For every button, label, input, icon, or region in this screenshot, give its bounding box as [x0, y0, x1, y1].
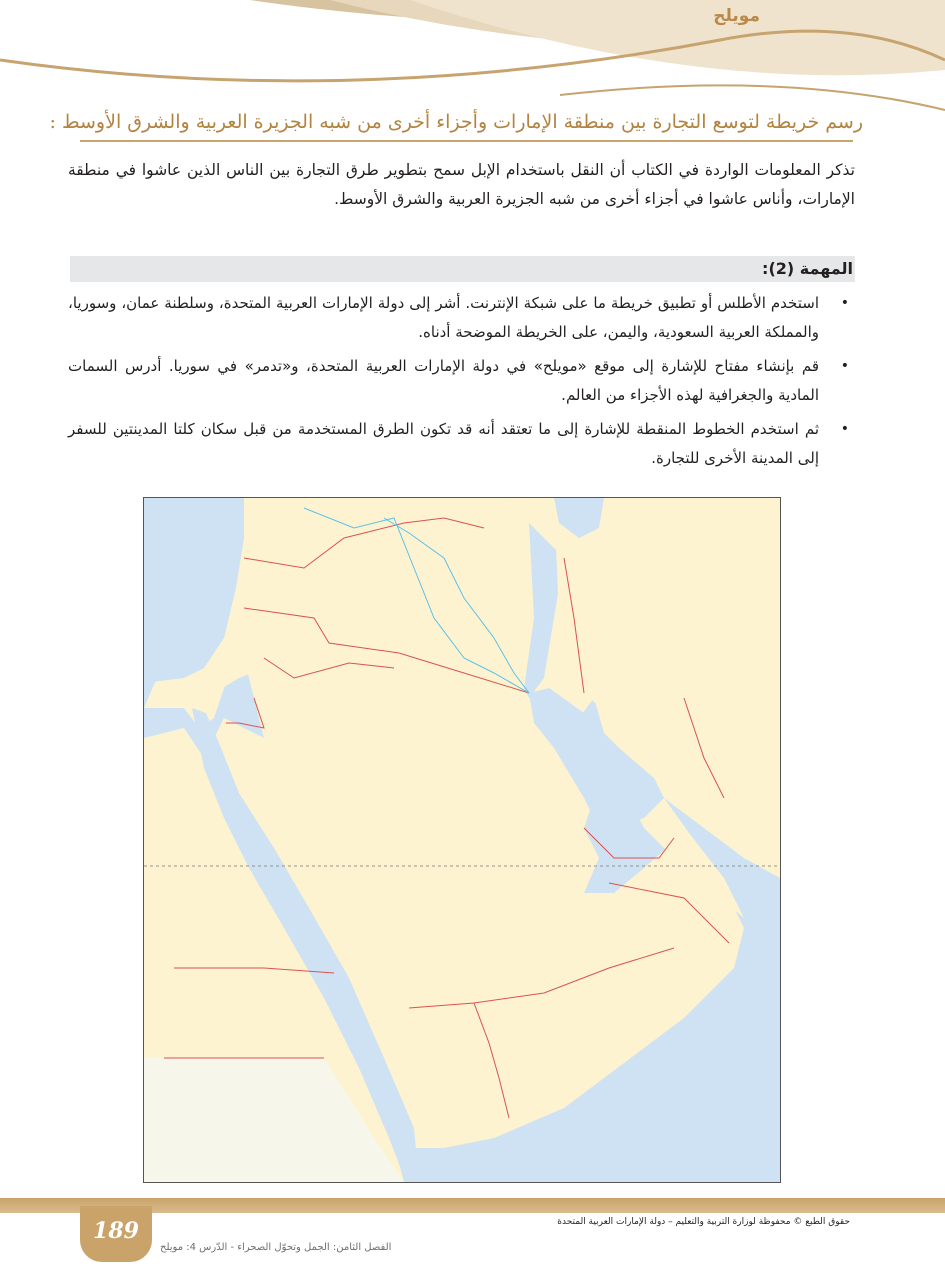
page-number: 189 — [93, 1218, 139, 1244]
copyright-notice: حقوق الطبع © محفوظة لوزارة التربية والتعليم – دولة الإمارات العربية المتحدة — [557, 1217, 850, 1227]
task-item-text: ثم استخدم الخطوط المنقطة للإشارة إلى ما تعتقد أنه قد تكون الطرق المستخدمة من قبل سكان كلتا المدينتين للسفر إلى المدينة الأخرى للتجارة. — [68, 420, 819, 467]
task-item — [68, 352, 855, 410]
map-canvas — [144, 498, 780, 1182]
intro-paragraph: تذكر المعلومات الواردة في الكتاب أن النقل باستخدام الإبل سمح بتطوير طرق التجارة بين الناس الذين عاشوا في منطقة الإمارات، وأناس عاشوا في أجزاء أخرى من شبه الجزيرة العربية والشرق الأوسط. — [68, 161, 855, 208]
title-divider — [80, 140, 853, 142]
lesson-header-label: مويلح — [713, 6, 760, 26]
task-item-text: قم بإنشاء مفتاح للإشارة إلى موقع «مويلح» في دولة الإمارات العربية المتحدة، و«تدمر» في سوريا. أدرس السمات المادية والجغرافية لهذه الأجزاء من العالم. — [68, 357, 819, 404]
task-heading: المهمة (2): — [762, 259, 853, 278]
task-list — [68, 289, 855, 478]
task-heading-bar — [70, 256, 855, 282]
activity-title: رسم خريطة لتوسع التجارة بين منطقة الإمارات وأجزاء أخرى من شبه الجزيرة العربية والشرق الأوسط : — [49, 111, 863, 133]
bullet-icon: • — [840, 295, 849, 311]
blank-outline-map — [143, 497, 781, 1183]
bullet-icon: • — [840, 421, 849, 437]
task-item-text: استخدم الأطلس أو تطبيق خريطة ما على شبكة الإنترنت. أشر إلى دولة الإمارات العربية المتحدة، وسلطنة عمان، وسوريا، والمملكة العربية السعودية، واليمن، على الخريطة الموضحة أدناه. — [68, 294, 819, 341]
task-item — [68, 289, 855, 347]
bullet-icon: • — [840, 358, 849, 374]
task-item — [68, 415, 855, 473]
chapter-reference: الفصل الثامن: الجمل وتحوّل الصحراء - الدّرس 4: مويلح — [160, 1242, 392, 1253]
